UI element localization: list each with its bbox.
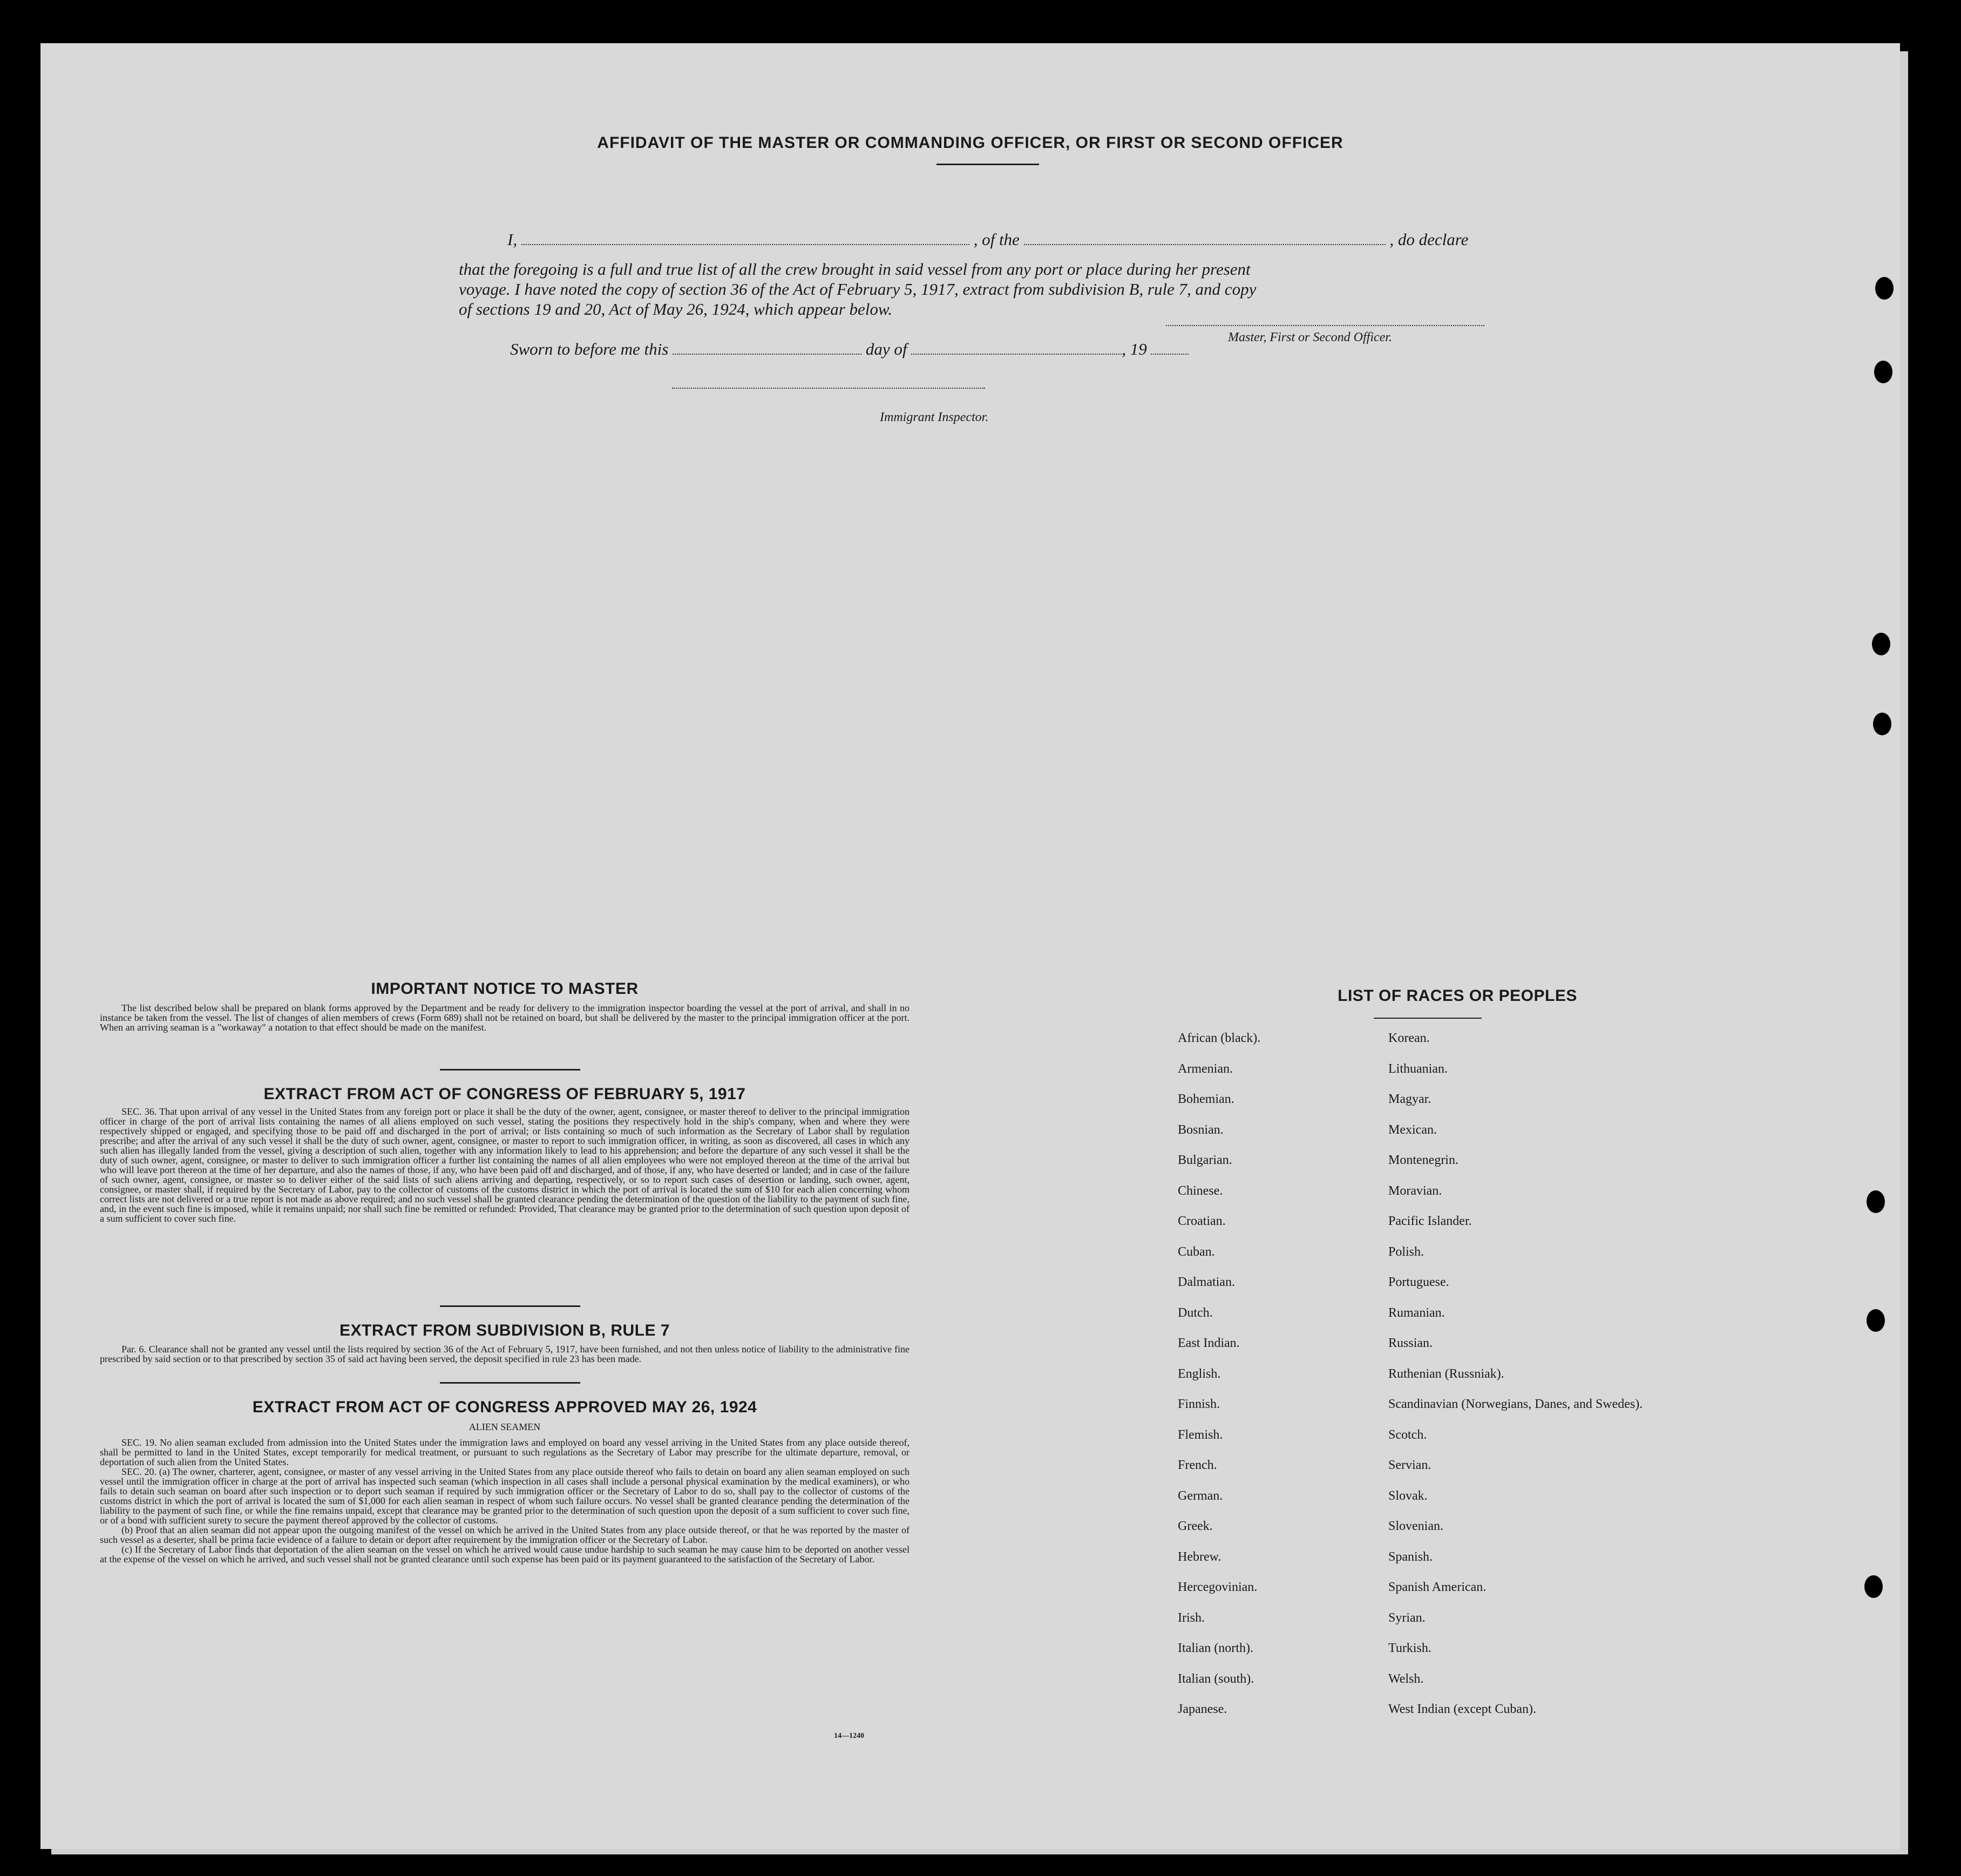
signature-field[interactable] <box>1166 325 1484 326</box>
extract-1917-text: SEC. 36. That upon arrival of any vessel in the United States from any foreign port or place it shall be the duty of the owner, agent, consignee, or master thereof to deliver to the principal immigration officer in charge of the port of arrival lists containing the names of all aliens employed on such vessel, stating the positions they respectively hold in the ship's company, when and where they were respectively shipped or engaged, and specifying those to be paid off and discharged in the port of arrival; or lists containing so much of such information as the Secretary of Labor shall by regulation prescribe; and after the arrival of any such vessel it shall be the duty of such owner, agent, consignee, or master to report to such immigration officer, in writing, as soon as discovered, all cases in which any such alien has illegally landed from the vessel, giving a description of such alien, together with any information likely to lead to his apprehension; and before the departure of any such vessel it shall be the duty of such owner, agent, consignee, or master to deliver to such immigration officer a further list containing the names of all alien employees who were not employed thereon at the time of the arrival but who will leave port thereon at the time of her departure, and also the names of those, if any, who have been paid off and discharged, and of those, if any, who have deserted or landed; and in case of the failure of such owner, agent, consignee, or master so to deliver either of the said lists of such aliens arriving and departing, respectively, or so to report such cases of desertion or landing, such owner, agent, consignee, or master shall, if required by the Secretary of Labor, pay to the collector of customs of the customs district in which the port of arrival is located the sum of $10 for each alien concerning whom correct lists are not delivered or a true report is not made as above required; and no such vessel shall be granted clearance pending the determination of the question of the liability to the payment of such fine, and, in the event such fine is imposed, while it remains unpaid; nor shall such fine be remitted or refunded: Provided, That clearance may be granted prior to the determination of such question upon deposit of a sum sufficient to cover such fine. <box>100 1106 910 1224</box>
races-column-2 <box>1388 1031 1647 1733</box>
extract-rule7-text: Par. 6. Clearance shall not be granted any vessel until the lists required by section 36 of the Act of February 5, 1917, have been furnished, and not then unless notice of liability to the administrative fine prescribed by said section or to that prescribed by section 35 of said act having been served, the deposit specified in rule 23 has been made. <box>100 1344 910 1364</box>
race-item: Dalmatian. <box>1178 1275 1235 1289</box>
race-item: Scandinavian (Norwegians, Danes, and Swedes). <box>1388 1397 1643 1411</box>
race-item: Portuguese. <box>1388 1275 1449 1289</box>
binder-hole <box>1867 1190 1885 1213</box>
race-item: African (black). <box>1178 1031 1261 1045</box>
declaration-line-1 <box>507 229 1609 249</box>
notice-text: The list described below shall be prepared on blank forms approved by the Department and be ready for delivery to the immigration inspector boarding the vessel at the port of arrival, and shall in no instance be taken from the vessel. The list of changes of alien members of crews (Form 689) shall not be retained on board, but shall be delivered by the master to the principal immigration officer at the port. When an arriving seaman is a "workaway" a notation to that effect should be made on the manifest. <box>100 1003 910 1033</box>
declaration-statement <box>459 259 1565 319</box>
day-of-text: day of <box>865 340 907 358</box>
race-item: Slovak. <box>1388 1488 1428 1503</box>
race-item: Spanish. <box>1388 1549 1433 1564</box>
binder-hole <box>1867 1309 1885 1332</box>
name-field[interactable] <box>521 244 969 245</box>
binder-hole <box>1873 713 1891 735</box>
year-prefix: , 19 <box>1122 340 1147 358</box>
race-item: English. <box>1178 1366 1221 1381</box>
divider <box>1374 1018 1482 1019</box>
form-number: 14—1240 <box>834 1732 864 1740</box>
sworn-text: Sworn to before me this <box>510 340 669 358</box>
year-field[interactable] <box>1151 354 1189 355</box>
race-item: Russian. <box>1388 1336 1433 1350</box>
race-item: East Indian. <box>1178 1336 1240 1350</box>
race-item: Turkish. <box>1388 1641 1431 1655</box>
declaration-of-the: , of the <box>973 230 1020 249</box>
race-item: Ruthenian (Russniak). <box>1388 1366 1504 1381</box>
race-item: Rumanian. <box>1388 1305 1445 1320</box>
race-item: Finnish. <box>1178 1397 1220 1411</box>
race-item: Bulgarian. <box>1178 1153 1232 1167</box>
race-item: Italian (north). <box>1178 1641 1253 1655</box>
race-item: Greek. <box>1178 1519 1213 1533</box>
race-item: Italian (south). <box>1178 1671 1254 1686</box>
race-item: Polish. <box>1388 1244 1424 1259</box>
day-field[interactable] <box>673 354 861 355</box>
sec-20a-text: SEC. 20. (a) The owner, charterer, agent, consignee, or master of any vessel arriving in the United States from any place outside thereof who fails to detain on board any alien seaman employed on such vessel until the immigration officer in charge at the port of arrival has inspected such seaman (which inspection in all cases shall include a personal physical examination by the medical examiners), or who fails to detain such seaman on board after such inspection or to deport such seaman if required by such immigration officer or the Secretary of Labor to do so, shall pay to the collector of customs of the customs district in which the port of arrival is located the sum of $1,000 for each alien seaman in respect of whom such failure occurs. No vessel shall be granted clearance pending the determination of the liability to the payment of such fine, or while the fine remains unpaid, except that clearance may be granted prior to the determination of such question upon the deposit of a sum sufficient to cover such fine, or of a bond with sufficient surety to secure the payment thereof approved by the collector of customs. <box>100 1466 910 1526</box>
race-item: Lithuanian. <box>1388 1061 1448 1076</box>
binder-hole <box>1875 277 1894 300</box>
race-item: Syrian. <box>1388 1610 1426 1625</box>
race-item: Armenian. <box>1178 1061 1233 1076</box>
inspector-signature-field[interactable] <box>672 388 985 389</box>
extract-1924-body <box>100 1438 910 1564</box>
race-item: Mexican. <box>1388 1122 1437 1137</box>
sec-19-text: SEC. 19. No alien seaman excluded from admission into the United States under the immigration laws and employed on board any vessel arriving in the United States from any place outside thereof, shall be permitted to land in the United States, except temporarily for medical treatment, or pursuant to such regulations as the Secretary of Labor may prescribe for the ultimate departure, removal, or deportation of such alien from the United States. <box>100 1437 910 1467</box>
race-item: Bohemian. <box>1178 1092 1234 1106</box>
binder-hole <box>1864 1575 1883 1598</box>
race-item: Flemish. <box>1178 1427 1223 1442</box>
inspector-label: Immigrant Inspector. <box>880 410 989 424</box>
race-item: Croatian. <box>1178 1214 1226 1228</box>
extract-rule7-title: EXTRACT FROM SUBDIVISION B, RULE 7 <box>339 1322 670 1339</box>
race-item: Magyar. <box>1388 1092 1431 1106</box>
statement-line: that the foregoing is a full and true list of all the crew brought in said vessel from any port or place during her present <box>459 260 1251 279</box>
binder-hole <box>1874 361 1892 383</box>
race-item: West Indian (except Cuban). <box>1388 1702 1536 1716</box>
race-item: French. <box>1178 1458 1217 1472</box>
race-item: Hercegovinian. <box>1178 1580 1258 1594</box>
race-item: Servian. <box>1388 1458 1431 1472</box>
extract-1917-title: EXTRACT FROM ACT OF CONGRESS OF FEBRUARY 5, 1917 <box>263 1085 746 1103</box>
race-item: German. <box>1178 1488 1223 1503</box>
race-item: Montenegrin. <box>1388 1153 1458 1167</box>
sec-20c-text: (c) If the Secretary of Labor finds that deportation of the alien seaman on the vessel on which he arrived would cause undue hardship to such seaman he may cause him to be deported on another vessel at the expense of the vessel on which he arrived, and such vessel shall not be granted clearance until such expense has been paid or its payment guaranteed to the satisfaction of the Secretary of Labor. <box>100 1544 910 1565</box>
race-item: Slovenian. <box>1388 1519 1443 1533</box>
race-item: Bosnian. <box>1178 1122 1224 1137</box>
sworn-line <box>510 339 1320 359</box>
divider <box>440 1069 580 1071</box>
race-item: Spanish American. <box>1388 1580 1487 1594</box>
sec-20b-text: (b) Proof that an alien seaman did not appear upon the outgoing manifest of the vessel on which he arrived in the United States from any place outside thereof, or that he was reported by the master of such vessel as a deserter, shall be prima facie evidence of a failure to detain or deport after requirement by the immigration officer or the Secretary of Labor. <box>100 1525 910 1545</box>
race-item: Dutch. <box>1178 1305 1213 1320</box>
binder-hole <box>1872 633 1890 655</box>
declaration-do-declare: , do declare <box>1389 230 1469 249</box>
races-column-1 <box>1178 1031 1383 1733</box>
race-item: Cuban. <box>1178 1244 1215 1259</box>
vessel-field[interactable] <box>1024 244 1386 245</box>
race-item: Moravian. <box>1388 1183 1442 1198</box>
race-item: Chinese. <box>1178 1183 1223 1198</box>
statement-line: of sections 19 and 20, Act of May 26, 1924, which appear below. <box>459 300 893 319</box>
races-title: LIST OF RACES OR PEOPLES <box>1338 987 1577 1005</box>
race-item: Hebrew. <box>1178 1549 1222 1564</box>
extract-1924-title: EXTRACT FROM ACT OF CONGRESS APPROVED MAY 26, 1924 <box>252 1398 757 1416</box>
notice-title: IMPORTANT NOTICE TO MASTER <box>371 980 639 998</box>
divider <box>937 164 1039 165</box>
race-item: Japanese. <box>1178 1702 1227 1716</box>
divider <box>440 1305 580 1307</box>
statement-line: voyage. I have noted the copy of section 36 of the Act of February 5, 1917, extract from subdivision B, rule 7, and copy <box>459 280 1257 299</box>
divider <box>440 1382 580 1384</box>
signature-label: Master, First or Second Officer. <box>1228 330 1392 344</box>
race-item: Irish. <box>1178 1610 1205 1625</box>
affidavit-title: AFFIDAVIT OF THE MASTER OR COMMANDING OFFICER, OR FIRST OR SECOND OFFICER <box>597 134 1343 152</box>
declaration-i: I, <box>507 230 518 249</box>
extract-1924-subtitle: ALIEN SEAMEN <box>469 1421 541 1432</box>
race-item: Pacific Islander. <box>1388 1214 1472 1228</box>
document-page <box>40 43 1900 1849</box>
race-item: Welsh. <box>1388 1671 1424 1686</box>
month-field[interactable] <box>911 354 1122 355</box>
race-item: Korean. <box>1388 1031 1430 1045</box>
race-item: Scotch. <box>1388 1427 1427 1442</box>
